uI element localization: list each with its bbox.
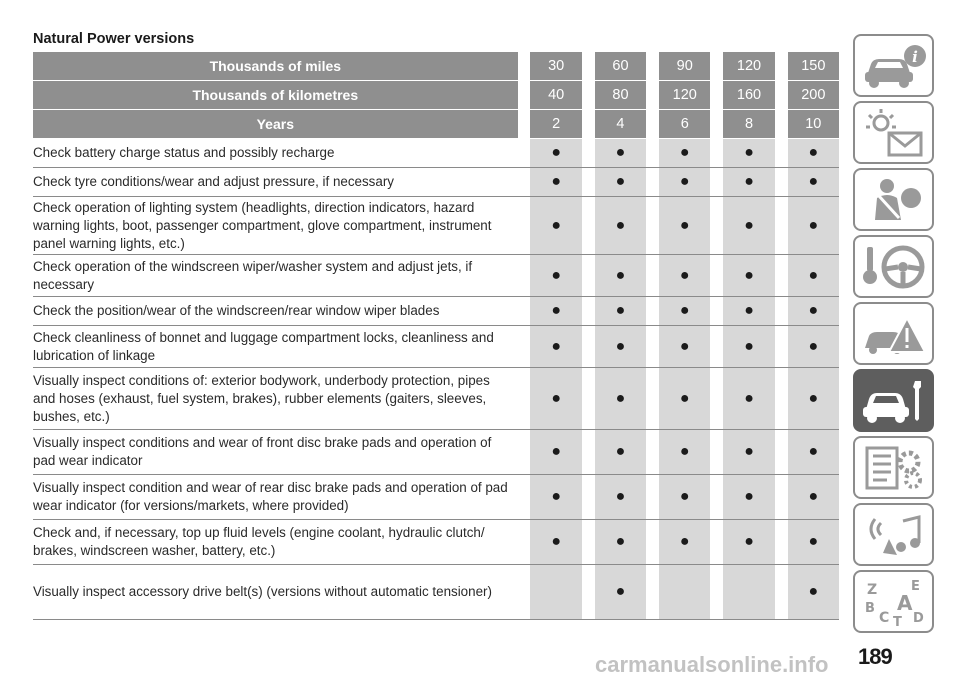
check-mark: ● <box>551 144 562 161</box>
check-mark: ● <box>808 443 819 460</box>
svg-text:i: i <box>911 47 918 66</box>
svg-text:E: E <box>910 578 920 594</box>
schedule-cell <box>659 168 710 196</box>
schedule-cell <box>595 255 646 296</box>
interval-value: 120 <box>736 58 762 74</box>
schedule-cell <box>788 297 839 325</box>
check-mark: ● <box>679 389 690 407</box>
check-mark: ● <box>679 443 690 460</box>
schedule-cell <box>723 255 774 296</box>
schedule-cell <box>723 430 774 474</box>
emergency-icon <box>859 308 929 360</box>
svg-text:A: A <box>896 590 912 615</box>
svg-text:T: T <box>892 614 902 628</box>
schedule-cell <box>530 255 581 296</box>
schedule-cell <box>788 139 839 167</box>
starting-driving-icon <box>859 241 929 293</box>
schedule-cell <box>723 197 774 254</box>
check-description: Check cleanliness of bonnet and luggage compartment locks, cleanliness and lubrication of linkage <box>33 329 494 363</box>
interval-value: 60 <box>612 58 629 74</box>
check-mark: ● <box>551 488 562 505</box>
tab-car-info[interactable] <box>853 34 934 97</box>
schedule-cell <box>530 297 581 325</box>
check-description: Check operation of the windscreen wiper/washer system and adjust jets, if necessary <box>33 258 473 292</box>
tab-starting-driving[interactable] <box>853 235 934 298</box>
check-mark: ● <box>551 337 562 355</box>
check-description: Check and, if necessary, top up fluid levels (engine coolant, hydraulic clutch/ brakes, windscreen washer, battery, etc.) <box>33 525 485 558</box>
table-row <box>33 326 839 368</box>
check-mark: ● <box>551 533 562 550</box>
schedule-cell <box>788 475 839 519</box>
check-mark: ● <box>744 443 754 460</box>
check-description: Check the position/wear of the windscreen/rear window wiper blades <box>33 303 440 318</box>
schedule-cell <box>530 520 581 564</box>
schedule-cell <box>530 565 581 619</box>
check-mark: ● <box>808 488 819 505</box>
schedule-cell <box>595 565 646 619</box>
interval-value: 90 <box>676 58 693 74</box>
check-mark: ● <box>744 389 754 407</box>
check-description: Visually inspect accessory drive belt(s) (versions without automatic tensioner) <box>33 584 492 599</box>
check-mark: ● <box>615 443 626 460</box>
check-mark: ● <box>551 216 562 234</box>
check-mark: ● <box>744 488 754 505</box>
check-description: Check operation of lighting system (headlights, direction indicators, hazard warning lights, boot, passenger compartment, glove compartment, instrument panel warning lights, etc.) <box>33 199 492 251</box>
technical-data-icon <box>859 442 929 494</box>
table-row <box>33 368 839 430</box>
schedule-cell <box>788 255 839 296</box>
check-mark: ● <box>679 337 690 355</box>
check-mark: ● <box>808 144 819 161</box>
interval-value: 2 <box>552 116 561 132</box>
section-title: Natural Power versions <box>33 31 195 47</box>
schedule-cell <box>659 139 710 167</box>
header-row <box>33 81 839 110</box>
tab-index[interactable] <box>853 570 934 633</box>
schedule-cell <box>530 430 581 474</box>
schedule-cell <box>659 326 710 367</box>
schedule-cell <box>659 565 710 619</box>
schedule-cell <box>530 368 581 429</box>
header-label: Thousands of miles <box>209 58 342 74</box>
schedule-cell <box>723 520 774 564</box>
schedule-cell <box>723 475 774 519</box>
check-mark: ● <box>615 144 626 161</box>
maintenance-schedule-table <box>33 52 839 620</box>
schedule-cell <box>530 168 581 196</box>
interval-value: 6 <box>680 116 689 132</box>
schedule-cell <box>530 326 581 367</box>
schedule-cell <box>595 368 646 429</box>
check-mark: ● <box>615 173 626 190</box>
watermark: carmanualsonline.info <box>595 652 829 677</box>
safety-airbag-icon <box>859 174 929 226</box>
header-label: Years <box>256 116 294 132</box>
check-mark: ● <box>744 266 754 284</box>
interval-value: 10 <box>805 116 822 132</box>
schedule-cell <box>659 520 710 564</box>
check-mark: ● <box>808 266 819 284</box>
schedule-cell <box>788 430 839 474</box>
interval-value: 30 <box>548 58 565 74</box>
schedule-cell <box>595 168 646 196</box>
check-mark: ● <box>744 533 754 550</box>
schedule-cell <box>788 520 839 564</box>
check-mark: ● <box>808 173 819 190</box>
check-description: Check tyre conditions/wear and adjust pressure, if necessary <box>33 174 394 189</box>
index-icon <box>859 576 929 628</box>
schedule-cell <box>595 297 646 325</box>
svg-text:Z: Z <box>866 581 877 598</box>
interval-value: 150 <box>801 58 826 74</box>
table-row <box>33 168 839 197</box>
schedule-cell <box>530 475 581 519</box>
schedule-cell <box>723 139 774 167</box>
tab-technical-data[interactable] <box>853 436 934 499</box>
schedule-cell <box>659 255 710 296</box>
schedule-cell <box>595 197 646 254</box>
check-mark: ● <box>679 488 690 505</box>
check-mark: ● <box>615 266 626 284</box>
table-row <box>33 139 839 168</box>
check-mark: ● <box>551 443 562 460</box>
schedule-cell <box>595 139 646 167</box>
check-description: Visually inspect condition and wear of rear disc brake pads and operation of pad wear indicator (for versions/markets, where provided) <box>33 480 508 513</box>
check-mark: ● <box>615 389 626 407</box>
check-mark: ● <box>551 173 562 190</box>
interval-value: 160 <box>736 87 762 103</box>
check-mark: ● <box>808 583 819 600</box>
check-mark: ● <box>615 488 626 505</box>
table-row <box>33 197 839 255</box>
check-mark: ● <box>744 337 754 355</box>
car-info-icon <box>859 40 929 92</box>
tab-emergency[interactable] <box>853 302 934 365</box>
svg-text:D: D <box>912 610 924 626</box>
check-description: Check battery charge status and possibly recharge <box>33 145 335 160</box>
interval-value: 4 <box>616 116 625 132</box>
check-mark: ● <box>679 302 690 319</box>
check-mark: ● <box>808 302 819 319</box>
header-label: Thousands of kilometres <box>192 87 359 103</box>
interval-value: 8 <box>744 116 754 132</box>
check-mark: ● <box>615 302 626 319</box>
check-mark: ● <box>744 302 754 319</box>
schedule-cell <box>659 197 710 254</box>
check-mark: ● <box>615 216 626 234</box>
interval-value: 200 <box>801 87 826 103</box>
svg-text:B: B <box>864 600 875 616</box>
maintenance-icon <box>859 375 929 427</box>
schedule-cell <box>788 368 839 429</box>
check-mark: ● <box>551 389 562 407</box>
table-row <box>33 565 839 620</box>
multimedia-icon <box>859 509 929 561</box>
schedule-cell <box>595 475 646 519</box>
check-mark: ● <box>808 337 819 355</box>
interval-value: 80 <box>612 87 629 103</box>
check-mark: ● <box>744 144 754 161</box>
table-row <box>33 475 839 520</box>
schedule-cell <box>659 297 710 325</box>
check-mark: ● <box>808 533 819 550</box>
schedule-cell <box>659 475 710 519</box>
schedule-cell <box>788 168 839 196</box>
check-mark: ● <box>808 389 819 407</box>
schedule-cell <box>723 565 774 619</box>
schedule-cell <box>788 326 839 367</box>
tab-warning-lights[interactable] <box>853 101 934 164</box>
schedule-cell <box>788 197 839 254</box>
header-row <box>33 110 839 139</box>
check-mark: ● <box>615 337 626 355</box>
check-description: Visually inspect conditions of: exterior bodywork, underbody protection, pipes and hoses (exhaust, fuel system, brakes), rubber elements (gaiters, sleeves, bushes, etc.) <box>33 372 490 424</box>
tab-maintenance[interactable] <box>853 369 934 432</box>
check-description: Visually inspect conditions and wear of front disc brake pads and operation of pad wear indicator <box>33 435 492 468</box>
schedule-cell <box>595 326 646 367</box>
schedule-cell <box>595 430 646 474</box>
check-mark: ● <box>551 266 562 284</box>
check-mark: ● <box>679 216 690 234</box>
schedule-cell <box>723 168 774 196</box>
schedule-cell <box>659 368 710 429</box>
check-mark: ● <box>615 583 626 600</box>
page-number: 189 <box>858 644 892 669</box>
tab-multimedia[interactable] <box>853 503 934 566</box>
schedule-cell <box>595 520 646 564</box>
check-mark: ● <box>808 216 819 234</box>
interval-value: 40 <box>548 87 565 103</box>
schedule-cell <box>723 297 774 325</box>
table-row <box>33 297 839 326</box>
check-mark: ● <box>679 144 690 161</box>
check-mark: ● <box>744 173 754 190</box>
schedule-cell <box>659 430 710 474</box>
warning-lights-icon <box>859 107 929 159</box>
header-row <box>33 52 839 81</box>
table-row <box>33 255 839 297</box>
schedule-cell <box>723 326 774 367</box>
schedule-cell <box>530 139 581 167</box>
check-mark: ● <box>679 173 690 190</box>
schedule-cell <box>788 565 839 619</box>
check-mark: ● <box>679 533 690 550</box>
check-mark: ● <box>551 302 562 319</box>
check-mark: ● <box>744 216 754 234</box>
svg-text:C: C <box>878 609 889 626</box>
check-mark: ● <box>615 533 626 550</box>
interval-value: 120 <box>672 87 697 103</box>
schedule-cell <box>723 368 774 429</box>
tab-safety[interactable] <box>853 168 934 231</box>
check-mark: ● <box>679 266 690 284</box>
table-row <box>33 430 839 475</box>
schedule-cell <box>530 197 581 254</box>
table-row <box>33 520 839 565</box>
